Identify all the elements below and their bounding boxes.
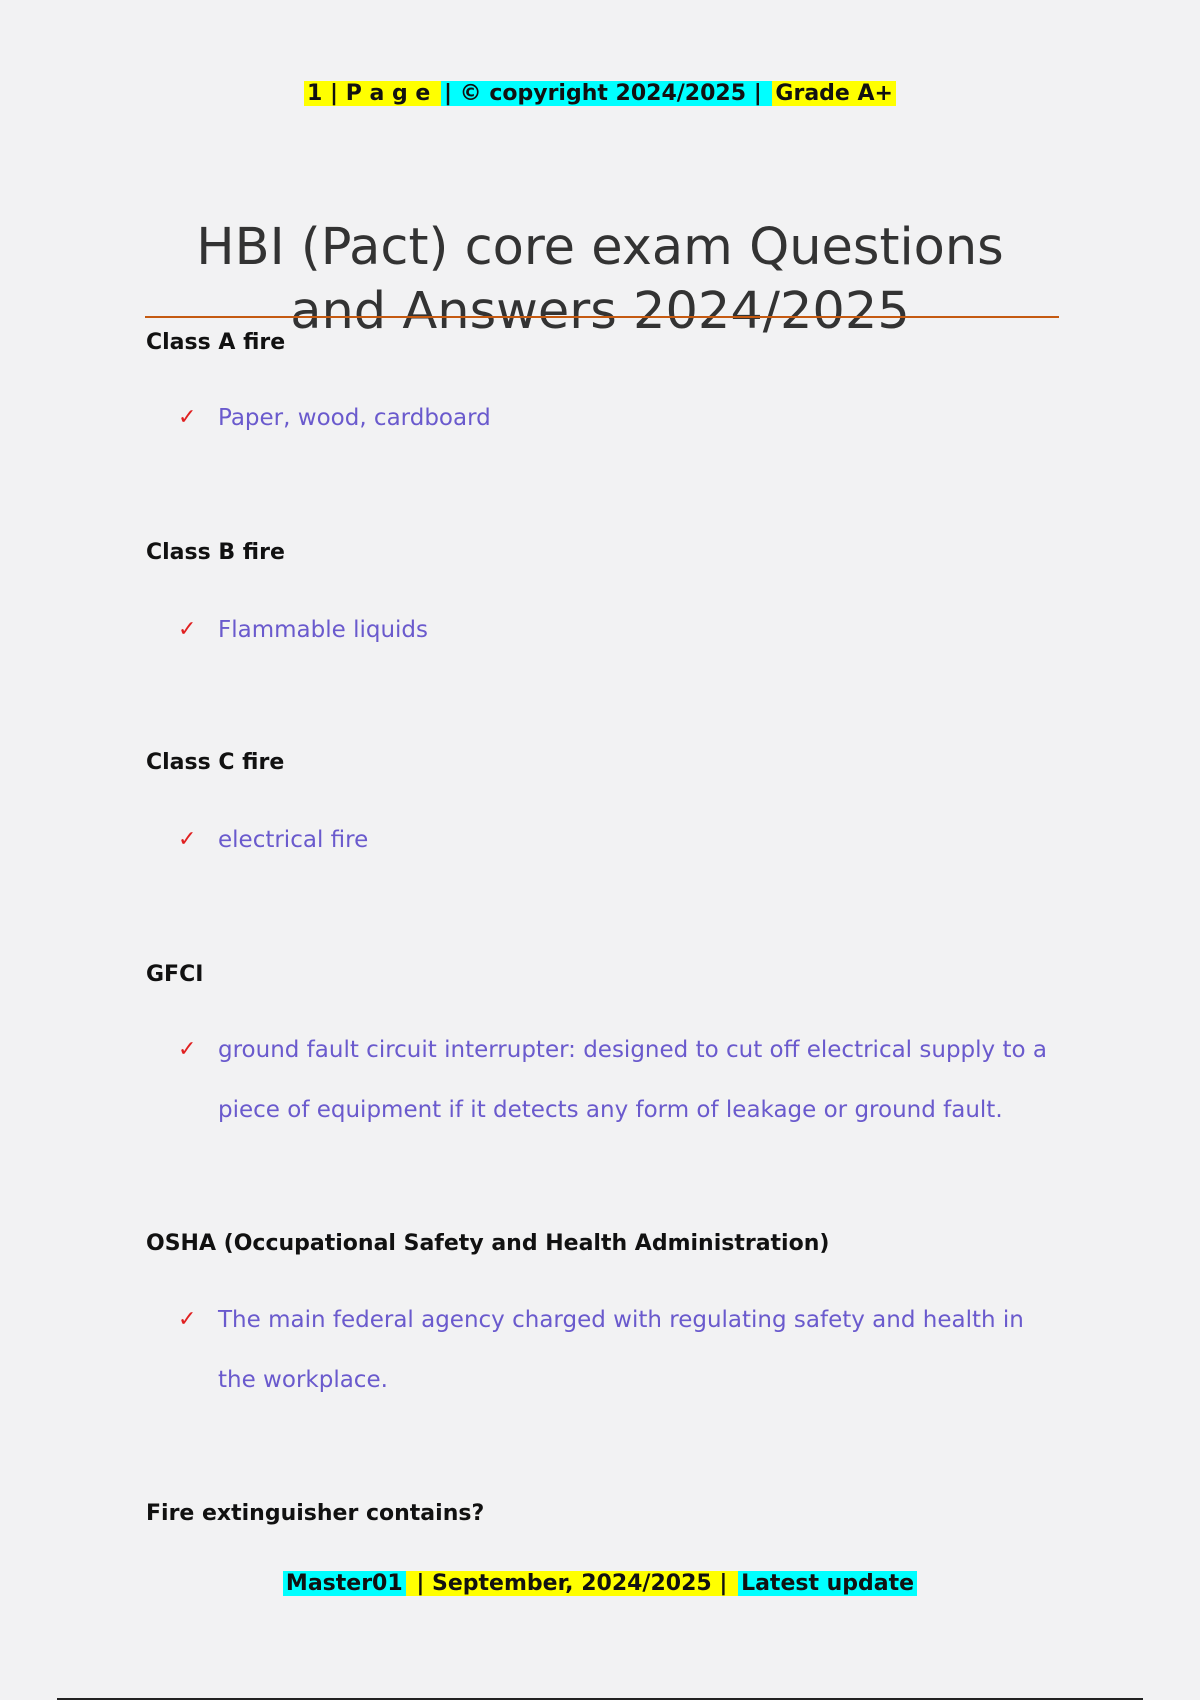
check-icon: ✓: [178, 617, 197, 642]
author-label: Master01: [283, 1571, 406, 1596]
answer-text: electrical fire: [218, 827, 369, 853]
page-number: 1 | P a g e: [304, 81, 441, 106]
question-1: Class A fire: [146, 330, 286, 355]
date-label: | September, 2024/2025 |: [406, 1571, 738, 1596]
question-2: Class B fire: [146, 540, 285, 565]
answer-3: [178, 810, 1068, 870]
check-icon: ✓: [178, 827, 197, 852]
question-5: OSHA (Occupational Safety and Health Administration): [146, 1231, 830, 1256]
answer-text: ground fault circuit interrupter: designed to cut off electrical supply to a piece of equipment if it detects any form of leakage or ground fault.: [218, 1037, 1047, 1123]
answer-text: Flammable liquids: [218, 617, 428, 643]
question-6: Fire extinguisher contains?: [146, 1501, 485, 1526]
question-3: Class C fire: [146, 750, 285, 775]
page-footer: [0, 1568, 1200, 1600]
answer-2: [178, 600, 1068, 660]
grade-badge: Grade A+: [772, 81, 896, 106]
page-header: [0, 76, 1200, 112]
update-label: Latest update: [738, 1571, 917, 1596]
answer-4: [178, 1020, 1068, 1140]
question-4: GFCI: [146, 962, 204, 987]
check-icon: ✓: [178, 1307, 197, 1332]
check-icon: ✓: [178, 1037, 197, 1062]
page-title: HBI (Pact) core exam Questions and Answers 2024/2025: [196, 218, 1004, 342]
title-divider: [145, 316, 1059, 318]
answer-5: [178, 1290, 1068, 1410]
answer-text: Paper, wood, cardboard: [218, 405, 491, 431]
copyright-notice: | © copyright 2024/2025 |: [441, 81, 772, 106]
answer-1: [178, 388, 1068, 448]
answer-text: The main federal agency charged with regulating safety and health in the workplace.: [218, 1307, 1024, 1393]
check-icon: ✓: [178, 405, 197, 430]
